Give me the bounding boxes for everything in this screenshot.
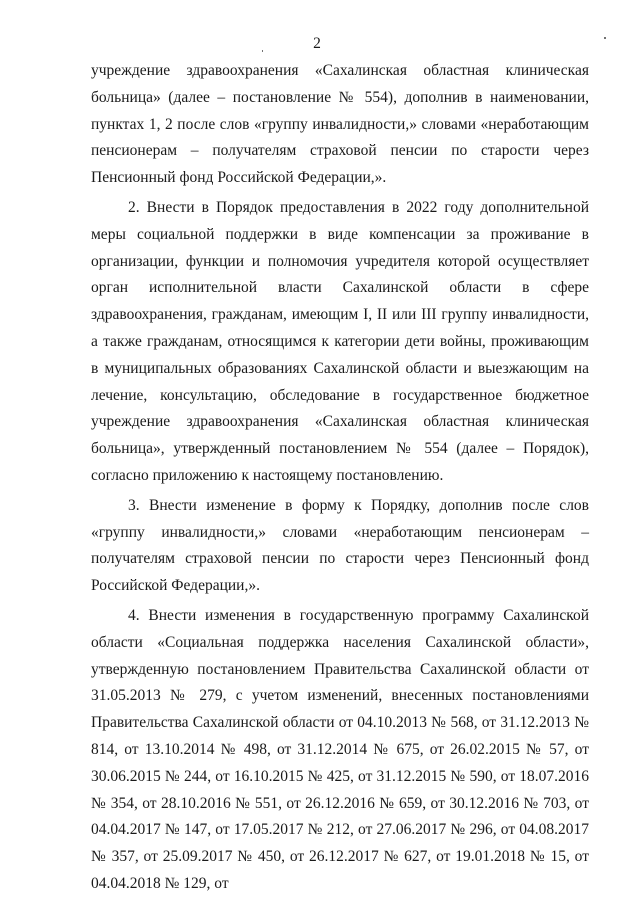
paragraph-item-2: 2. Внести в Порядок предоставления в 2022 году дополнительной меры социальной поддержки в виде компенсации за проживание в организации, функции и полномочия учредителя которой осуществляет орган исполнительной власти Сахалинской области в сфере здравоохранения, гражданам, имеющим I, II или III группу инвалидности, а также гражданам, относящимся к категории дети войны, проживающим в муниципальных образованиях Сахалинской области и выезжающим на лечение, консультацию, обследование в государственное бюджетное учреждение здравоохранения «Сахалинская областная клиническая больница», утвержденный постановлением № 554 (далее – Порядок), согласно приложению к настоящему постановлению. (91, 198, 589, 484)
scan-speck (262, 50, 263, 52)
paragraph-continuation: учреждение здравоохранения «Сахалинская областная клиническая больница» (далее – постановление № 554), дополнив в наименовании, пунктах 1, 2 после слов «группу инвалидности,» словами «неработающим пенсионерам – получателям страховой пенсии по старости через Пенсионный фонд Российской Федерации,». (91, 62, 589, 187)
paragraph-item-4: 4. Внести изменения в государственную программу Сахалинской области «Социальная поддержка населения Сахалинской области», утвержденную постановлением Правительства Сахалинской области от 31.05.2013 № 279, с учетом изменений, внесенных постановлениями Правительства Сахалинской области от 04.10.2013 № 568, от 31.12.2013 № 814, от 13.10.2014 № 498, от 31.12.2014 № 675, от 26.02.2015 № 57, от 30.06.2015 № 244, от 16.10.2015 № 425, от 31.12.2015 № 590, от 18.07.2016 № 354, от 28.10.2016 № 551, от 26.12.2016 № 659, от 30.12.2016 № 703, от 04.04.2017 № 147, от 17.05.2017 № 212, от 27.06.2017 № 296, от 04.08.2017 № 357, от 25.09.2017 № 450, от 26.12.2017 № 627, от 19.01.2018 № 15, от 04.04.2018 № 129, от (91, 606, 589, 892)
scan-speck (604, 37, 606, 39)
page-number: 2 (313, 35, 321, 52)
paragraph-item-3: 3. Внести изменение в форму к Порядку, дополнив после слов «группу инвалидности,» словами «неработающим пенсионерам – получателям страховой пенсии по старости через Пенсионный фонд Российской Федерации,». (91, 496, 589, 595)
document-body (91, 58, 589, 898)
